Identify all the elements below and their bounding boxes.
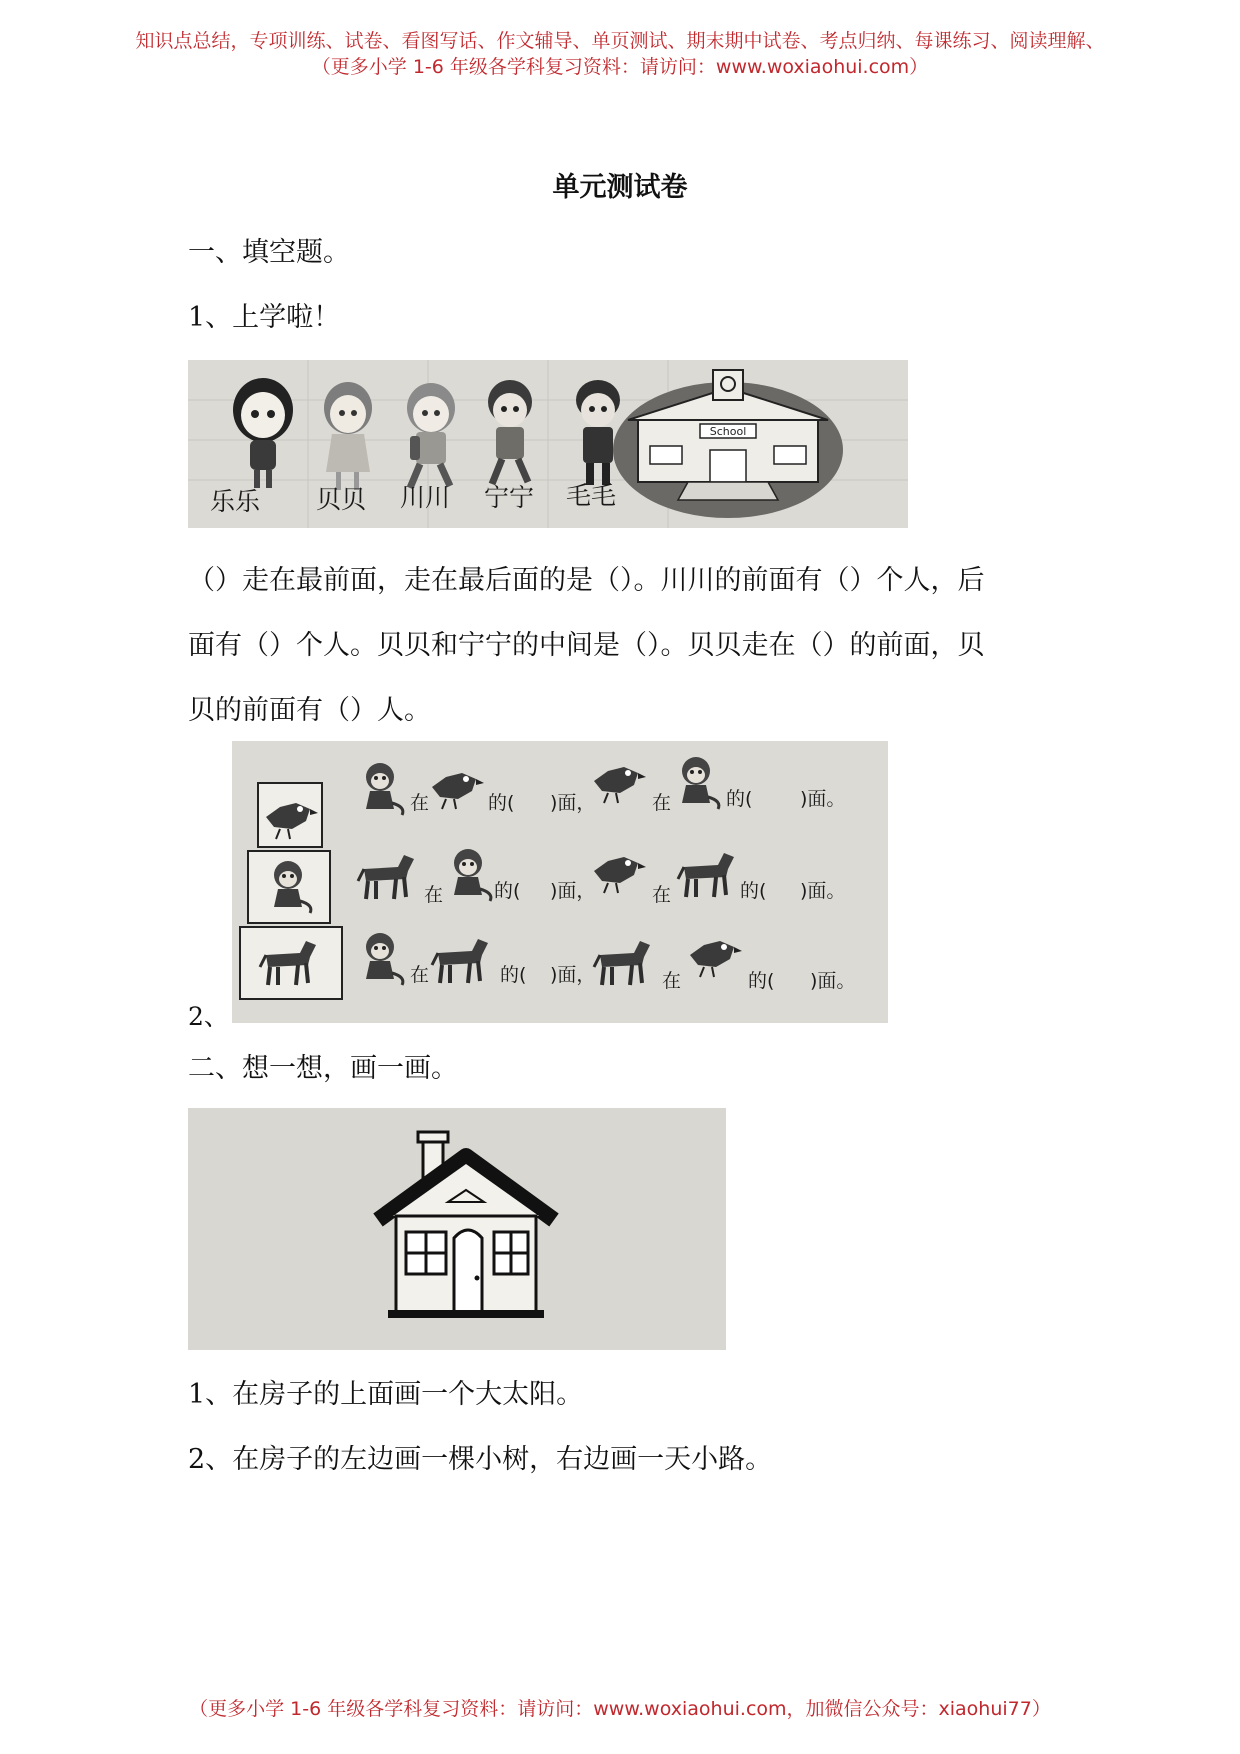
site-footer: （更多小学 1-6 年级各学科复习资料：请访问：www.woxiaohui.com，加微信公众号：xiaohui77） [189,1698,1051,1720]
animal-position-picture [232,741,888,1023]
row3-word-4: 在 [662,970,682,992]
row3-word-3: )面， [550,964,596,986]
row3-word-2: 的( [500,964,527,986]
page-title: 单元测试卷 [552,172,688,203]
row2-word-3: )面， [550,880,596,902]
row1-word-5: 的( [726,788,753,810]
row3-word-5: 的( [748,970,775,992]
row2-word-2: 的( [494,880,521,902]
name-ningning: 宁宁 [484,483,535,512]
row1-word-6: )面。 [800,788,846,810]
site-banner-line-2: （更多小学 1-6 年级各学科复习资料：请访问：www.woxiaohui.com） [311,56,929,78]
site-banner-line-1: 知识点总结，专项训练、试卷、看图写话、作文辅导、单页测试、期末期中试卷、考点归纳、每课练习、阅读理解、 [135,30,1105,52]
house-picture [188,1108,726,1350]
row1-word-4: 在 [652,792,672,814]
section-2-item-2: 2、在房子的左边画一棵小树，右边画一天小路。 [188,1444,773,1475]
row1-word-2: 的( [488,792,515,814]
row3-word-6: )面。 [810,970,856,992]
name-beibei: 贝贝 [316,485,367,514]
question-1-title: 1、上学啦！ [188,302,341,333]
question-1-line-2: 面有（）个人。贝贝和宁宁的中间是（）。贝贝走在（）的前面，贝 [188,630,985,661]
school-sign-text: School [709,425,747,438]
section-2-heading: 二、想一想，画一画。 [188,1053,458,1084]
school-walk-picture [188,360,908,528]
question-1-line-3: 贝的前面有（）人。 [188,695,431,726]
section-1-heading: 一、填空题。 [188,237,350,268]
row1-word-3: )面， [550,792,596,814]
row2-word-5: 的( [740,880,767,902]
row2-word-4: 在 [652,884,672,906]
question-2-label: 2、 [188,1002,229,1031]
row1-word-1: 在 [410,792,430,814]
question-1-line-1: （）走在最前面，走在最后面的是（）。川川的前面有（）个人，后 [188,565,985,596]
section-2-item-1: 1、在房子的上面画一个大太阳。 [188,1379,584,1410]
name-chuanchuan: 川川 [400,483,451,512]
row2-word-1: 在 [424,884,444,906]
row3-word-1: 在 [410,964,430,986]
name-lele: 乐乐 [210,487,261,516]
name-maomao: 毛毛 [566,481,617,510]
row2-word-6: )面。 [800,880,846,902]
